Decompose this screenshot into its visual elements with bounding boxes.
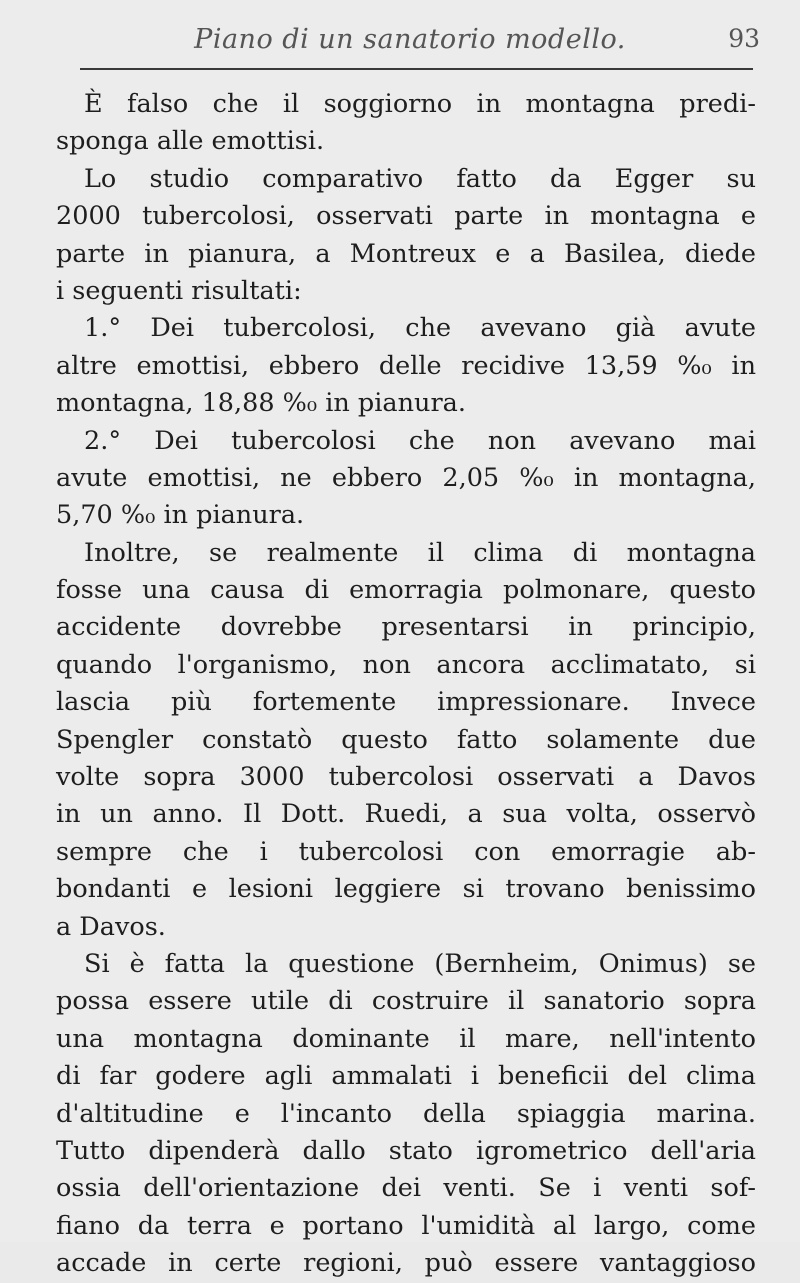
text-line: parte in pianura, a Montreux e a Basilea, diede (56, 238, 756, 269)
text-line: i seguenti risultati: (56, 275, 302, 306)
text-line: Tutto dipenderà dallo stato igrometrico dell'aria (56, 1135, 756, 1166)
header-rule (80, 68, 753, 70)
page-number: 93 (728, 24, 760, 53)
text-line: lascia più fortemente impressionare. Invece (56, 687, 756, 718)
text-line: sempre che i tubercolosi con emorragie ab- (56, 836, 756, 867)
text-line: montagna, 18,88 %₀ in pianura. (56, 388, 466, 419)
text-line: bondanti e lesioni leggiere si trovano benissimo (56, 874, 756, 905)
text-line: possa essere utile di costruire il sanatorio sopra (56, 986, 756, 1017)
text-line: d'altitudine e l'incanto della spiaggia marina. (56, 1098, 756, 1129)
text-line: di far godere agli ammalati i beneficii del clima (56, 1061, 756, 1092)
text-line: fiano da terra e portano l'umidità al largo, come (56, 1210, 756, 1241)
text-line: Si è fatta la questione (Bernheim, Onimus) se (84, 948, 756, 979)
text-line: È falso che il soggiorno in montagna predi- (84, 89, 756, 119)
text-line: ossia dell'orientazione dei venti. Se i venti sof- (56, 1173, 756, 1204)
text-line: 5,70 %₀ in pianura. (56, 500, 305, 531)
text-line: in un anno. Il Dott. Ruedi, a sua volta, osservò (56, 799, 756, 830)
text-line: una montagna dominante il mare, nell'intento (56, 1023, 756, 1054)
text-line: altre emottisi, ebbero delle recidive 13,59 %₀ in (56, 350, 756, 381)
text-line: Lo studio comparativo fatto da Egger su (84, 163, 756, 194)
text-line: 1.° Dei tubercolosi, che avevano già avute (84, 313, 756, 344)
running-head (60, 24, 760, 60)
text-line: a Davos. (56, 911, 166, 942)
text-line: sponga alle emottisi. (56, 126, 325, 157)
text-line: 2.° Dei tubercolosi che non avevano mai (84, 425, 756, 456)
text-line: Spengler constatò questo fatto solamente due (56, 724, 756, 755)
running-title: Piano di un sanatorio modello. (194, 24, 626, 55)
text-line: 2000 tubercolosi, osservati parte in montagna e (56, 201, 756, 232)
text-line: Inoltre, se realmente il clima di montagna (84, 537, 756, 568)
body-text (56, 86, 756, 1283)
text-line: volte sopra 3000 tubercolosi osservati a Davos (56, 762, 756, 793)
text-line: avute emottisi, ne ebbero 2,05 %₀ in montagna, (56, 462, 756, 493)
text-line: accade in certe regioni, può essere vantaggioso (56, 1248, 756, 1279)
text-line: quando l'organismo, non ancora acclimatato, si (56, 649, 756, 680)
text-line: fosse una causa di emorragia polmonare, questo (56, 575, 756, 606)
text-line: accidente dovrebbe presentarsi in principio, (56, 612, 756, 643)
